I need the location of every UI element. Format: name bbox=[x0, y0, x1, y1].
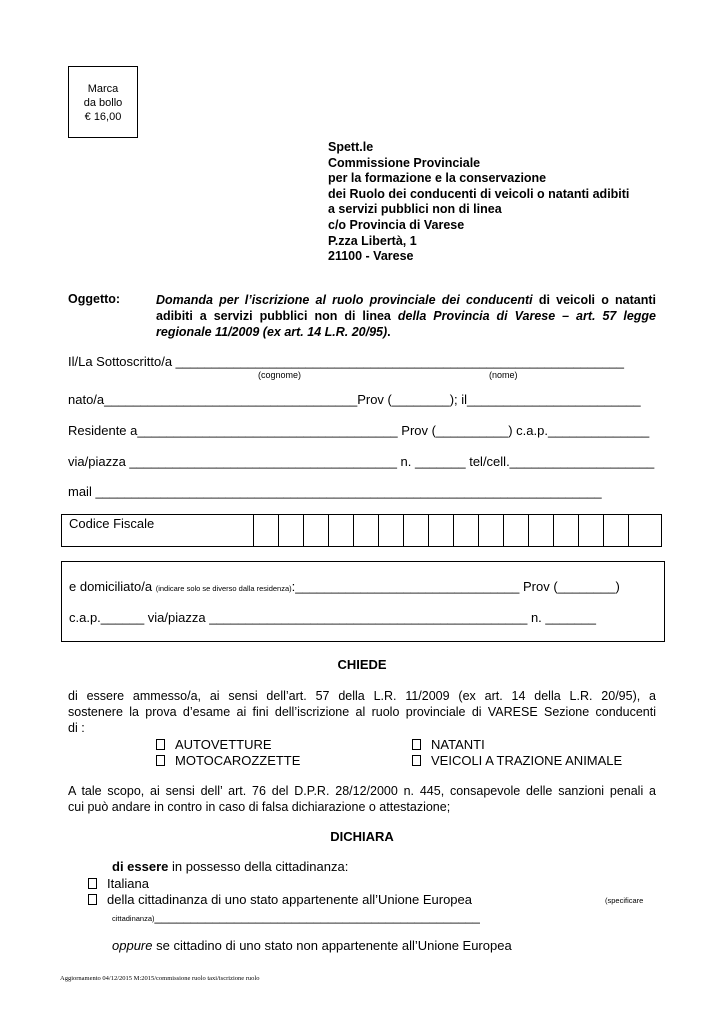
specificare-note: (specificare bbox=[605, 896, 644, 905]
recipient-line: dei Ruolo dei conducenti di veicoli o natanti adibiti bbox=[328, 186, 630, 201]
cf-cell[interactable] bbox=[303, 515, 304, 546]
domicilio-cap-via-field[interactable]: c.a.p.______ via/piazza ____________________________________________ n. _______ bbox=[69, 610, 597, 625]
subject-label: Oggetto: bbox=[68, 292, 121, 306]
recipient-line: a servizi pubblici non di linea bbox=[328, 202, 502, 217]
cf-cell[interactable] bbox=[603, 515, 604, 546]
checkbox-icon[interactable] bbox=[412, 739, 421, 750]
codice-fiscale-label: Codice Fiscale bbox=[69, 516, 155, 531]
nome-caption: (nome) bbox=[489, 370, 518, 380]
cf-cell[interactable] bbox=[628, 515, 629, 546]
subject-line-3: regionale 11/2009 (ex art. 14 L.R. 20/95). bbox=[156, 325, 391, 339]
recipient-line: P.zza Libertà, 1 bbox=[328, 233, 417, 248]
nato-field[interactable]: nato/a___________________________________Prov (________); il________________________ bbox=[68, 392, 641, 407]
cf-cell[interactable] bbox=[453, 515, 454, 546]
recipient-line: per la formazione e la conservazione bbox=[328, 171, 547, 186]
option-italiana[interactable]: Italiana bbox=[88, 876, 149, 891]
checkbox-icon[interactable] bbox=[156, 739, 165, 750]
chiede-line: di essere ammesso/a, ai sensi dell’art. 57 della L.R. 11/2009 (ex art. 14 della L.R. 20/95), a bbox=[68, 689, 656, 703]
checkbox-icon[interactable] bbox=[412, 755, 421, 766]
scopo-paragraph bbox=[68, 783, 656, 815]
chiede-paragraph bbox=[68, 688, 656, 736]
recipient-address bbox=[328, 140, 629, 265]
cf-cell[interactable] bbox=[503, 515, 504, 546]
recipient-line: Spett.le bbox=[328, 140, 374, 154]
cittadinanza-field[interactable]: cittadinanza)_____________________________________________ bbox=[112, 909, 480, 924]
cf-cell[interactable] bbox=[528, 515, 529, 546]
subject-line-1: Domanda per l’iscrizione al ruolo provinciale dei conducenti di veicoli o natanti bbox=[156, 293, 656, 307]
subject-line-2: adibiti a servizi pubblici non di linea della Provincia di Varese – art. 57 legge bbox=[156, 309, 656, 323]
recipient-line: c/o Provincia di Varese bbox=[328, 217, 465, 232]
cf-cell[interactable] bbox=[328, 515, 329, 546]
cf-cell[interactable] bbox=[478, 515, 479, 546]
scopo-line: cui può andare in contro in caso di falsa dichiarazione o attestazione; bbox=[68, 800, 451, 814]
subject-text bbox=[156, 292, 656, 340]
footer-note: Aggiornamento 04/12/2015 M:2015/commissione ruolo taxi/iscrizione ruolo bbox=[60, 975, 260, 982]
option-veicoli-trazione-animale[interactable]: VEICOLI A TRAZIONE ANIMALE bbox=[412, 753, 622, 768]
oppure-line: oppure se cittadino di uno stato non appartenente all’Unione Europea bbox=[112, 938, 512, 953]
checkbox-icon[interactable] bbox=[156, 755, 165, 766]
cognome-caption: (cognome) bbox=[258, 370, 302, 380]
cf-cell[interactable] bbox=[428, 515, 429, 546]
chiede-line: di : bbox=[68, 721, 85, 735]
option-autovetture[interactable]: AUTOVETTURE bbox=[156, 737, 272, 752]
domicilio-field[interactable]: e domiciliato/a (indicare solo se diverso dalla residenza):_______________________________ Prov (________) bbox=[69, 579, 620, 594]
stamp-line-1: Marca bbox=[87, 83, 119, 95]
cf-cell[interactable] bbox=[553, 515, 554, 546]
cf-cell[interactable] bbox=[378, 515, 379, 546]
option-motocarozzette[interactable]: MOTOCAROZZETTE bbox=[156, 753, 300, 768]
option-natanti[interactable]: NATANTI bbox=[412, 737, 485, 752]
chiede-heading: CHIEDE bbox=[337, 657, 387, 672]
recipient-line: Commissione Provinciale bbox=[328, 155, 481, 170]
residente-field[interactable]: Residente a____________________________________ Prov (__________) c.a.p.______________ bbox=[68, 423, 650, 438]
option-cittadinanza-ue[interactable]: della cittadinanza di uno stato appartenente all’Unione Europea (specificare bbox=[88, 892, 658, 907]
via-field[interactable]: via/piazza _____________________________________ n. _______ tel/cell.____________________ bbox=[68, 454, 655, 469]
scopo-line: A tale scopo, ai sensi dell’ art. 76 del D.P.R. 28/12/2000 n. 445, consapevole delle sanzioni penali a bbox=[68, 784, 656, 798]
recipient-line: 21100 - Varese bbox=[328, 249, 414, 264]
mail-field[interactable]: mail ______________________________________________________________________ bbox=[68, 484, 602, 499]
cf-cell[interactable] bbox=[403, 515, 404, 546]
checkbox-icon[interactable] bbox=[88, 894, 97, 905]
cf-cell[interactable] bbox=[578, 515, 579, 546]
marca-da-bollo-box bbox=[68, 66, 138, 138]
cf-cell[interactable] bbox=[353, 515, 354, 546]
domicilio-box bbox=[61, 561, 665, 642]
checkbox-icon[interactable] bbox=[88, 878, 97, 889]
chiede-line: sostenere la prova d’esame ai fini dell’iscrizione al ruolo provinciale di VARESE Sezione conducenti bbox=[68, 705, 656, 719]
stamp-line-2: da bollo bbox=[83, 97, 123, 109]
cf-cell[interactable] bbox=[278, 515, 279, 546]
cf-cell[interactable] bbox=[253, 515, 254, 546]
dichiara-intro: di essere in possesso della cittadinanza: bbox=[112, 859, 349, 874]
codice-fiscale-box[interactable] bbox=[61, 514, 662, 547]
sottoscritto-field[interactable]: Il/La Sottoscritto/a ______________________________________________________________ bbox=[68, 354, 624, 369]
stamp-line-3: € 16,00 bbox=[84, 111, 122, 123]
dichiara-heading: DICHIARA bbox=[330, 829, 394, 844]
